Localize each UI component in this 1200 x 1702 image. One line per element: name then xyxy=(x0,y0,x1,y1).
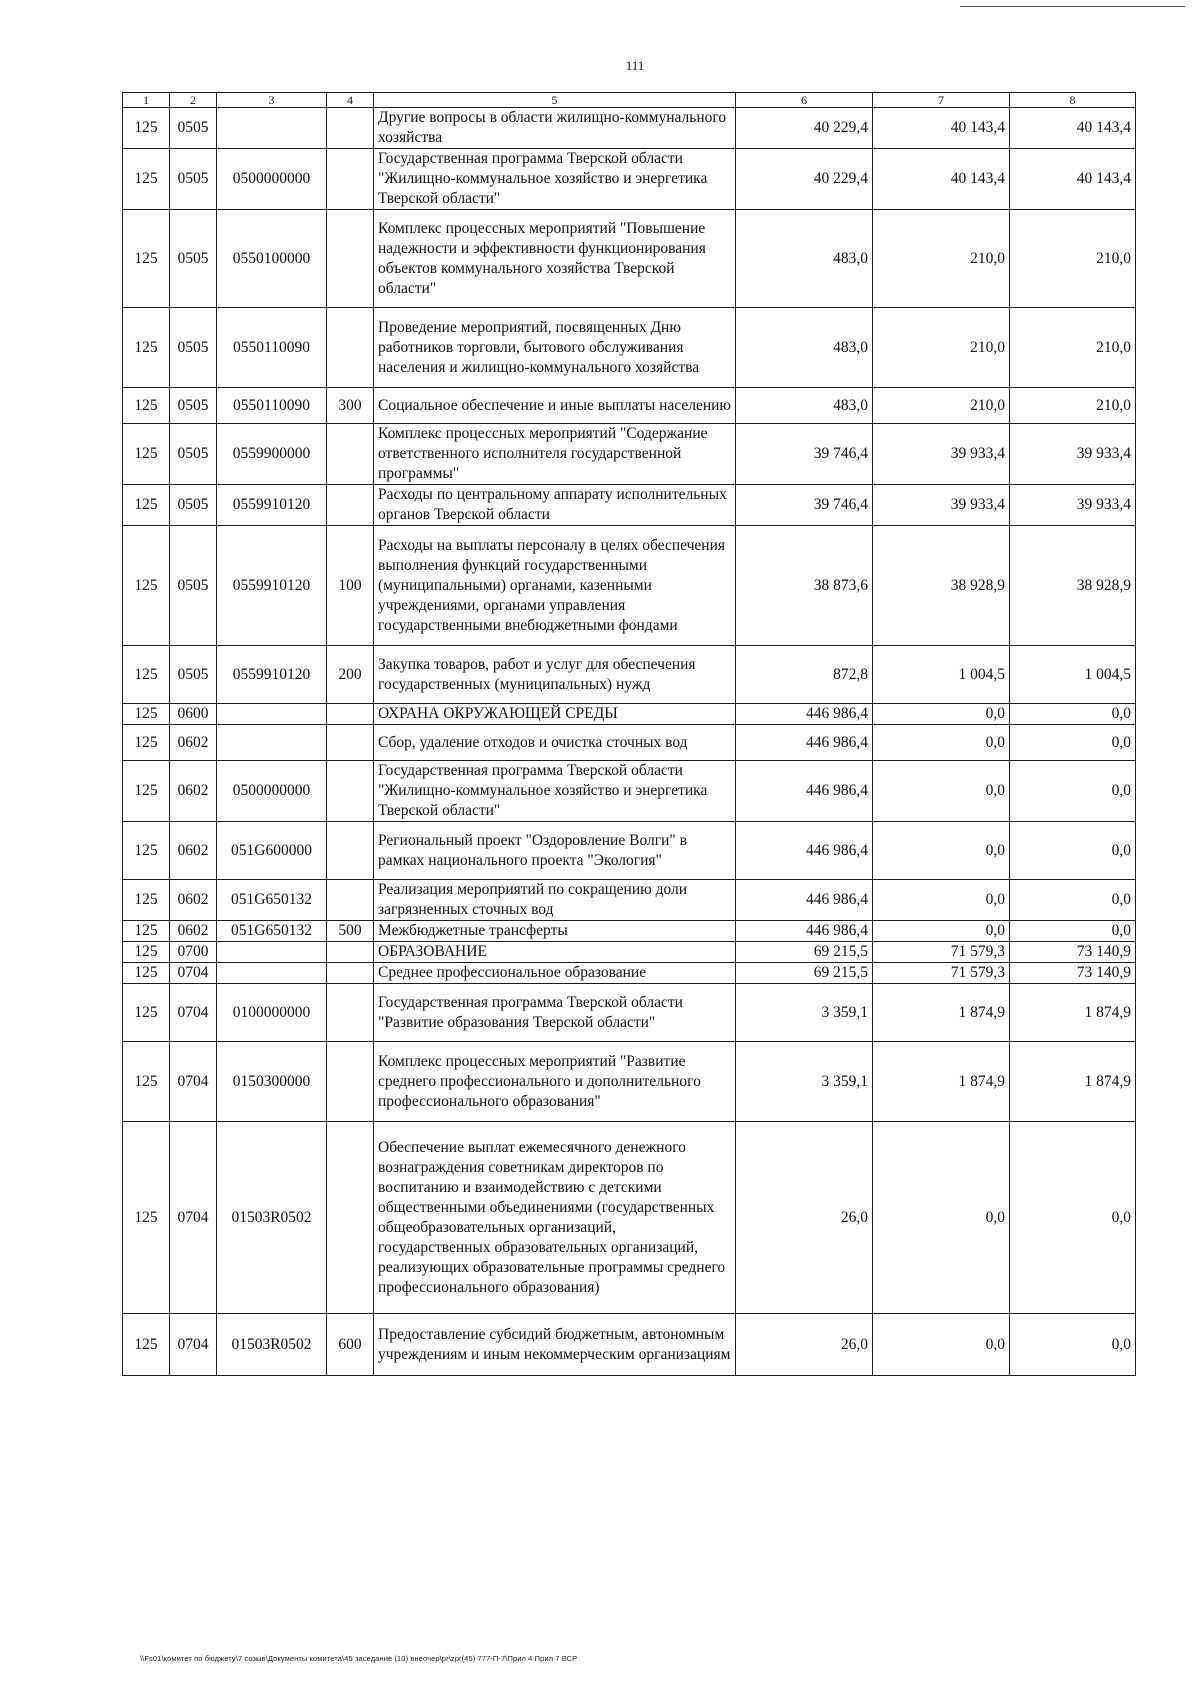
table-row xyxy=(123,1122,1136,1314)
admin-code-cell: 125 xyxy=(123,646,170,704)
amount-cell-col6: 872,8 xyxy=(736,646,873,704)
amount-cell-col7: 210,0 xyxy=(873,388,1010,424)
item-name-cell: Обеспечение выплат ежемесячного денежного вознаграждения советникам директоров по воспитанию и взаимодействию с детскими общественными объединениями (государственных общеобразовательных организаций, государственных образовательных организаций, реализующих образовательные программы среднего профессионального образования) xyxy=(374,1122,736,1314)
admin-code-cell: 125 xyxy=(123,388,170,424)
target-code-cell: 0559900000 xyxy=(217,424,327,485)
section-code-cell: 0505 xyxy=(170,646,217,704)
amount-cell-col7: 1 004,5 xyxy=(873,646,1010,704)
section-code-cell: 0704 xyxy=(170,984,217,1042)
section-code-cell: 0505 xyxy=(170,210,217,308)
amount-cell-col7: 0,0 xyxy=(873,704,1010,725)
target-code-cell: 051G650132 xyxy=(217,880,327,921)
expense-type-cell xyxy=(327,822,374,880)
amount-cell-col8: 0,0 xyxy=(1010,725,1136,761)
target-code-cell: 0559910120 xyxy=(217,526,327,646)
target-code-cell: 051G600000 xyxy=(217,822,327,880)
amount-cell-col7: 210,0 xyxy=(873,308,1010,388)
table-row xyxy=(123,725,1136,761)
amount-cell-col7: 0,0 xyxy=(873,761,1010,822)
admin-code-cell: 125 xyxy=(123,1042,170,1122)
amount-cell-col6: 69 215,5 xyxy=(736,963,873,984)
section-code-cell: 0505 xyxy=(170,108,217,149)
amount-cell-col8: 1 874,9 xyxy=(1010,1042,1136,1122)
amount-cell-col8: 210,0 xyxy=(1010,210,1136,308)
amount-cell-col6: 39 746,4 xyxy=(736,485,873,526)
column-number: 1 xyxy=(123,93,170,108)
file-path-footer: \\Fs01\комитет по бюджету\7 созыв\Документы комитета\45 заседание (10) внеочер\pr\zpr(45) 777-П-7\Прил 4 Прил 7 ВСР xyxy=(140,1654,578,1663)
table-row xyxy=(123,1314,1136,1376)
expense-type-cell xyxy=(327,1122,374,1314)
table-row xyxy=(123,1042,1136,1122)
amount-cell-col8: 0,0 xyxy=(1010,921,1136,942)
column-number: 2 xyxy=(170,93,217,108)
section-code-cell: 0505 xyxy=(170,388,217,424)
amount-cell-col8: 0,0 xyxy=(1010,880,1136,921)
table-row xyxy=(123,485,1136,526)
table-row xyxy=(123,149,1136,210)
amount-cell-col8: 210,0 xyxy=(1010,308,1136,388)
target-code-cell: 01503R0502 xyxy=(217,1122,327,1314)
amount-cell-col7: 1 874,9 xyxy=(873,1042,1010,1122)
column-number: 7 xyxy=(873,93,1010,108)
amount-cell-col8: 1 874,9 xyxy=(1010,984,1136,1042)
expense-type-cell: 100 xyxy=(327,526,374,646)
amount-cell-col7: 0,0 xyxy=(873,1122,1010,1314)
amount-cell-col6: 39 746,4 xyxy=(736,424,873,485)
amount-cell-col8: 0,0 xyxy=(1010,761,1136,822)
amount-cell-col6: 483,0 xyxy=(736,388,873,424)
target-code-cell: 0550110090 xyxy=(217,308,327,388)
admin-code-cell: 125 xyxy=(123,308,170,388)
amount-cell-col6: 446 986,4 xyxy=(736,880,873,921)
amount-cell-col6: 40 229,4 xyxy=(736,149,873,210)
section-code-cell: 0602 xyxy=(170,822,217,880)
section-code-cell: 0704 xyxy=(170,1122,217,1314)
table-row xyxy=(123,210,1136,308)
admin-code-cell: 125 xyxy=(123,210,170,308)
table-row xyxy=(123,108,1136,149)
table-row xyxy=(123,424,1136,485)
table-row xyxy=(123,963,1136,984)
target-code-cell xyxy=(217,108,327,149)
expense-type-cell: 200 xyxy=(327,646,374,704)
table-row xyxy=(123,880,1136,921)
table-row xyxy=(123,822,1136,880)
amount-cell-col8: 73 140,9 xyxy=(1010,963,1136,984)
section-code-cell: 0602 xyxy=(170,921,217,942)
amount-cell-col7: 71 579,3 xyxy=(873,963,1010,984)
amount-cell-col6: 446 986,4 xyxy=(736,822,873,880)
table-row xyxy=(123,704,1136,725)
amount-cell-col6: 40 229,4 xyxy=(736,108,873,149)
amount-cell-col6: 446 986,4 xyxy=(736,725,873,761)
item-name-cell: Государственная программа Тверской области "Жилищно-коммунальное хозяйство и энергетика Тверской области" xyxy=(374,761,736,822)
amount-cell-col7: 0,0 xyxy=(873,1314,1010,1376)
amount-cell-col7: 38 928,9 xyxy=(873,526,1010,646)
amount-cell-col6: 38 873,6 xyxy=(736,526,873,646)
section-code-cell: 0505 xyxy=(170,485,217,526)
item-name-cell: Реализация мероприятий по сокращению доли загрязненных сточных вод xyxy=(374,880,736,921)
target-code-cell xyxy=(217,704,327,725)
amount-cell-col7: 0,0 xyxy=(873,822,1010,880)
column-number: 4 xyxy=(327,93,374,108)
section-code-cell: 0704 xyxy=(170,1042,217,1122)
target-code-cell xyxy=(217,725,327,761)
amount-cell-col7: 0,0 xyxy=(873,921,1010,942)
expense-type-cell xyxy=(327,149,374,210)
amount-cell-col7: 1 874,9 xyxy=(873,984,1010,1042)
item-name-cell: Государственная программа Тверской области "Жилищно-коммунальное хозяйство и энергетика Тверской области" xyxy=(374,149,736,210)
item-name-cell: Социальное обеспечение и иные выплаты населению xyxy=(374,388,736,424)
target-code-cell xyxy=(217,963,327,984)
item-name-cell: Расходы по центральному аппарату исполнительных органов Тверской области xyxy=(374,485,736,526)
column-number: 8 xyxy=(1010,93,1136,108)
target-code-cell: 0500000000 xyxy=(217,761,327,822)
section-code-cell: 0505 xyxy=(170,308,217,388)
item-name-cell: Проведение мероприятий, посвященных Дню работников торговли, бытового обслуживания населения и жилищно-коммунального хозяйства xyxy=(374,308,736,388)
amount-cell-col7: 71 579,3 xyxy=(873,942,1010,963)
amount-cell-col8: 1 004,5 xyxy=(1010,646,1136,704)
target-code-cell: 0550110090 xyxy=(217,388,327,424)
top-rule xyxy=(960,6,1185,7)
amount-cell-col6: 446 986,4 xyxy=(736,921,873,942)
item-name-cell: Расходы на выплаты персоналу в целях обеспечения выполнения функций государственными (муниципальными) органами, казенными учреждениями, органами управления государственными внебюджетными фондами xyxy=(374,526,736,646)
admin-code-cell: 125 xyxy=(123,822,170,880)
admin-code-cell: 125 xyxy=(123,485,170,526)
amount-cell-col8: 0,0 xyxy=(1010,704,1136,725)
target-code-cell: 01503R0502 xyxy=(217,1314,327,1376)
section-code-cell: 0505 xyxy=(170,149,217,210)
expense-type-cell: 300 xyxy=(327,388,374,424)
expense-type-cell xyxy=(327,942,374,963)
admin-code-cell: 125 xyxy=(123,526,170,646)
expense-type-cell xyxy=(327,1042,374,1122)
expense-type-cell xyxy=(327,308,374,388)
expense-type-cell xyxy=(327,880,374,921)
amount-cell-col6: 3 359,1 xyxy=(736,984,873,1042)
admin-code-cell: 125 xyxy=(123,704,170,725)
amount-cell-col6: 483,0 xyxy=(736,210,873,308)
target-code-cell: 0559910120 xyxy=(217,485,327,526)
table-row xyxy=(123,942,1136,963)
item-name-cell: Среднее профессиональное образование xyxy=(374,963,736,984)
item-name-cell: Закупка товаров, работ и услуг для обеспечения государственных (муниципальных) нужд xyxy=(374,646,736,704)
item-name-cell: ОБРАЗОВАНИЕ xyxy=(374,942,736,963)
admin-code-cell: 125 xyxy=(123,108,170,149)
column-number: 3 xyxy=(217,93,327,108)
amount-cell-col7: 39 933,4 xyxy=(873,424,1010,485)
amount-cell-col7: 40 143,4 xyxy=(873,108,1010,149)
item-name-cell: ОХРАНА ОКРУЖАЮЩЕЙ СРЕДЫ xyxy=(374,704,736,725)
expense-type-cell xyxy=(327,725,374,761)
amount-cell-col8: 40 143,4 xyxy=(1010,149,1136,210)
target-code-cell xyxy=(217,942,327,963)
admin-code-cell: 125 xyxy=(123,761,170,822)
admin-code-cell: 125 xyxy=(123,149,170,210)
table-body xyxy=(123,93,1136,1376)
admin-code-cell: 125 xyxy=(123,1314,170,1376)
page-number: 111 xyxy=(625,58,645,73)
target-code-cell: 0500000000 xyxy=(217,149,327,210)
amount-cell-col7: 210,0 xyxy=(873,210,1010,308)
item-name-cell: Предоставление субсидий бюджетным, автономным учреждениям и иным некоммерческим организациям xyxy=(374,1314,736,1376)
section-code-cell: 0602 xyxy=(170,761,217,822)
amount-cell-col8: 39 933,4 xyxy=(1010,485,1136,526)
column-number-row xyxy=(123,93,1136,108)
admin-code-cell: 125 xyxy=(123,963,170,984)
section-code-cell: 0700 xyxy=(170,942,217,963)
table-row xyxy=(123,984,1136,1042)
amount-cell-col8: 39 933,4 xyxy=(1010,424,1136,485)
amount-cell-col8: 0,0 xyxy=(1010,822,1136,880)
amount-cell-col7: 40 143,4 xyxy=(873,149,1010,210)
expense-type-cell xyxy=(327,984,374,1042)
item-name-cell: Другие вопросы в области жилищно-коммунального хозяйства xyxy=(374,108,736,149)
target-code-cell: 0559910120 xyxy=(217,646,327,704)
expense-type-cell xyxy=(327,963,374,984)
item-name-cell: Комплекс процессных мероприятий "Развитие среднего профессионального и дополнительного профессионального образования" xyxy=(374,1042,736,1122)
section-code-cell: 0704 xyxy=(170,1314,217,1376)
table-row xyxy=(123,646,1136,704)
section-code-cell: 0505 xyxy=(170,424,217,485)
table-row xyxy=(123,526,1136,646)
amount-cell-col7: 0,0 xyxy=(873,725,1010,761)
target-code-cell: 051G650132 xyxy=(217,921,327,942)
expense-type-cell xyxy=(327,424,374,485)
amount-cell-col8: 38 928,9 xyxy=(1010,526,1136,646)
amount-cell-col6: 69 215,5 xyxy=(736,942,873,963)
expense-type-cell: 600 xyxy=(327,1314,374,1376)
expense-type-cell xyxy=(327,108,374,149)
section-code-cell: 0602 xyxy=(170,725,217,761)
admin-code-cell: 125 xyxy=(123,921,170,942)
amount-cell-col6: 483,0 xyxy=(736,308,873,388)
amount-cell-col7: 39 933,4 xyxy=(873,485,1010,526)
section-code-cell: 0704 xyxy=(170,963,217,984)
budget-table xyxy=(122,92,1136,1376)
column-number: 6 xyxy=(736,93,873,108)
amount-cell-col8: 40 143,4 xyxy=(1010,108,1136,149)
item-name-cell: Комплекс процессных мероприятий "Содержание ответственного исполнителя государственной программы" xyxy=(374,424,736,485)
item-name-cell: Комплекс процессных мероприятий "Повышение надежности и эффективности функционирования объектов коммунального хозяйства Тверской области" xyxy=(374,210,736,308)
expense-type-cell: 500 xyxy=(327,921,374,942)
table-row xyxy=(123,308,1136,388)
amount-cell-col6: 446 986,4 xyxy=(736,761,873,822)
table-row xyxy=(123,761,1136,822)
amount-cell-col6: 446 986,4 xyxy=(736,704,873,725)
section-code-cell: 0602 xyxy=(170,880,217,921)
table-row xyxy=(123,388,1136,424)
amount-cell-col7: 0,0 xyxy=(873,880,1010,921)
target-code-cell: 0100000000 xyxy=(217,984,327,1042)
expense-type-cell xyxy=(327,761,374,822)
section-code-cell: 0505 xyxy=(170,526,217,646)
amount-cell-col8: 0,0 xyxy=(1010,1314,1136,1376)
admin-code-cell: 125 xyxy=(123,984,170,1042)
admin-code-cell: 125 xyxy=(123,880,170,921)
admin-code-cell: 125 xyxy=(123,1122,170,1314)
item-name-cell: Межбюджетные трансферты xyxy=(374,921,736,942)
item-name-cell: Сбор, удаление отходов и очистка сточных вод xyxy=(374,725,736,761)
expense-type-cell xyxy=(327,485,374,526)
amount-cell-col6: 26,0 xyxy=(736,1122,873,1314)
target-code-cell: 0550100000 xyxy=(217,210,327,308)
column-number: 5 xyxy=(374,93,736,108)
item-name-cell: Региональный проект "Оздоровление Волги" в рамках национального проекта "Экология" xyxy=(374,822,736,880)
amount-cell-col6: 3 359,1 xyxy=(736,1042,873,1122)
target-code-cell: 0150300000 xyxy=(217,1042,327,1122)
table-row xyxy=(123,921,1136,942)
amount-cell-col8: 210,0 xyxy=(1010,388,1136,424)
expense-type-cell xyxy=(327,704,374,725)
admin-code-cell: 125 xyxy=(123,424,170,485)
amount-cell-col6: 26,0 xyxy=(736,1314,873,1376)
item-name-cell: Государственная программа Тверской области "Развитие образования Тверской области" xyxy=(374,984,736,1042)
section-code-cell: 0600 xyxy=(170,704,217,725)
amount-cell-col8: 0,0 xyxy=(1010,1122,1136,1314)
amount-cell-col8: 73 140,9 xyxy=(1010,942,1136,963)
admin-code-cell: 125 xyxy=(123,725,170,761)
expense-type-cell xyxy=(327,210,374,308)
admin-code-cell: 125 xyxy=(123,942,170,963)
